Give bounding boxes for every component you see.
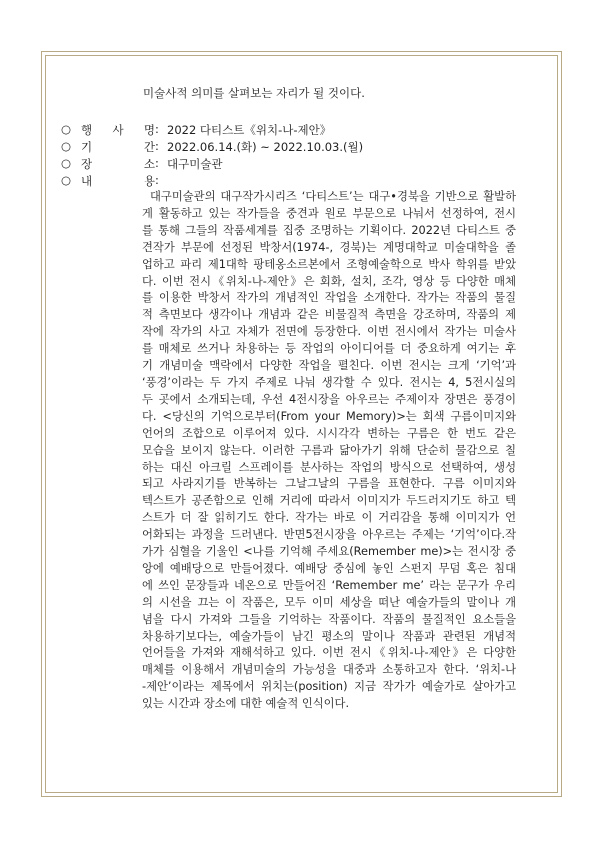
field-colon: :	[155, 122, 159, 136]
content-line: 하는 대신 아크릴 스프레이를 분사하는 작업의 방식으로 선택하여, 생성	[142, 460, 516, 474]
content-line: 념을 다시 가져와 그들을 기억하는 작품이다. 작품의 물질적인 요소들을	[142, 612, 516, 626]
field-label: 행 사 명	[81, 123, 155, 137]
field-label: 기 간	[81, 140, 155, 154]
field-colon: :	[155, 173, 159, 187]
content-line: 게 활동하고 있는 작가들을 중견과 원로 부문으로 나눠서 선정하여, 전시	[142, 206, 516, 220]
content-line: 를 통해 그들의 작품세계를 집중 조명하는 기획이다. 2022년 다티스트 중	[142, 223, 516, 237]
content-line: 업하고 파리 제1대학 팡테옹소르본에서 조형예술학으로 박사 학위를 받았	[142, 257, 516, 271]
intro-line: 미술사적 의미를 살펴보는 자리가 될 것이다.	[143, 86, 365, 100]
bullet-icon: ○	[61, 122, 72, 136]
field-label: 내 용	[81, 174, 155, 188]
content-line: 적 측면보다 생각이나 개념과 같은 비물질적 측면을 강조하며, 작품의 제	[142, 308, 516, 322]
content-line: 언어들을 가져와 재해석하고 있다. 이번 전시《위치-나-제안》은 다양한	[142, 646, 516, 660]
content-line: 텍스트가 공존함으로 인해 거리에 따라서 이미지가 두드러지기도 하고 텍	[142, 494, 516, 508]
content-line: 모습을 보이지 않는다. 이러한 구름과 닮아가기 위해 단순히 물감으로 칠	[142, 443, 516, 457]
content-line: 언어의 조합으로 이루어져 있다. 시시각각 변하는 구름은 한 번도 같은	[142, 426, 516, 440]
field-label: 장 소	[81, 157, 155, 171]
content-line: 어화되는 과정을 드러낸다. 반면5전시장을 아우르는 주제는 ‘기억’이다.작	[142, 528, 516, 542]
field-colon: :	[155, 156, 159, 170]
content-line: 다. <당신의 기억으로부터(From your Memory)>는 회색 구름이미지와	[142, 409, 516, 423]
content-line: 가가 심혈을 기울인 <나를 기억해 주세요(Remember me)>는 전시장 중	[142, 545, 516, 559]
content-line: 를 매체로 쓰거나 차용하는 등 작업의 아이디어를 더 중요하게 여기는 후	[142, 342, 516, 356]
content-line: 차용하기보다는, 예술가들이 남긴 평소의 말이나 작품과 관련된 개념적	[142, 629, 516, 643]
document-body	[45, 55, 558, 793]
content-line: 의 시선을 끄는 이 작품은, 모두 이미 세상을 떠난 예술가들의 말이나 개	[142, 595, 516, 609]
field-row	[61, 156, 223, 172]
content-line: ‘풍경’이라는 두 가지 주제로 나눠 생각할 수 있다. 전시는 4, 5전시실의	[142, 375, 516, 389]
bullet-icon: ○	[61, 139, 72, 153]
content-line: 두 곳에서 소개되는데, 우선 4전시장을 아우르는 주제이자 장면은 풍경이	[142, 392, 516, 406]
content-line: 견작가 부문에 선정된 박창서(1974-, 경북)는 계명대학교 미술대학을 졸	[142, 240, 516, 254]
field-row	[61, 122, 331, 138]
content-line: 작에 작가의 사고 자체가 전면에 등장한다. 이번 전시에서 작가는 미술사	[142, 325, 516, 339]
content-line: 에 쓰인 문장들과 네온으로 만들어진 ‘Remember me’ 라는 문구가 우리	[142, 578, 516, 592]
content-line: 를 이용한 박창서 작가의 개념적인 작업을 소개한다. 작가는 작품의 물질	[142, 291, 516, 305]
content-line: 스트가 더 잘 읽히기도 한다. 작가는 바로 이 거리감을 통해 이미지가 언	[142, 511, 516, 525]
field-row	[61, 139, 363, 155]
content-line: -제안’이라는 제목에서 위치는(position) 지금 작가가 예술가로 살아가고	[142, 680, 516, 694]
content-line: 기 개념미술 맥락에서 다양한 작업을 펼친다. 이번 전시는 크게 ‘기억’과	[142, 359, 516, 373]
content-line: 대구미술관의 대구작가시리즈 ‘다티스트’는 대구•경북을 기반으로 활발하	[150, 190, 516, 203]
field-value: 2022 다티스트《위치-나-제안》	[167, 123, 332, 137]
field-colon: :	[155, 139, 159, 153]
content-line: 되고 사라지기를 반복하는 그날그날의 구름을 표현한다. 구름 이미지와	[142, 477, 516, 491]
field-value: 2022.06.14.(화) ~ 2022.10.03.(월)	[167, 140, 364, 154]
field-value: 대구미술관	[167, 157, 223, 171]
field-row	[61, 173, 167, 189]
bullet-icon: ○	[61, 156, 72, 170]
content-line: 매체를 이용해서 개념미술의 가능성을 대중과 소통하고자 한다. ‘위치-나	[142, 663, 516, 677]
content-paragraph	[142, 189, 516, 713]
bullet-icon: ○	[61, 173, 72, 187]
content-line: 앙에 예배당으로 만들어졌다. 예배당 중심에 놓인 스펀지 무덤 혹은 침대	[142, 561, 516, 575]
content-line: 다. 이번 전시《위치-나-제안》은 회화, 설치, 조각, 영상 등 다양한 매체	[142, 274, 516, 288]
content-line: 있는 시간과 장소에 대한 예술적 인식이다.	[142, 697, 350, 711]
